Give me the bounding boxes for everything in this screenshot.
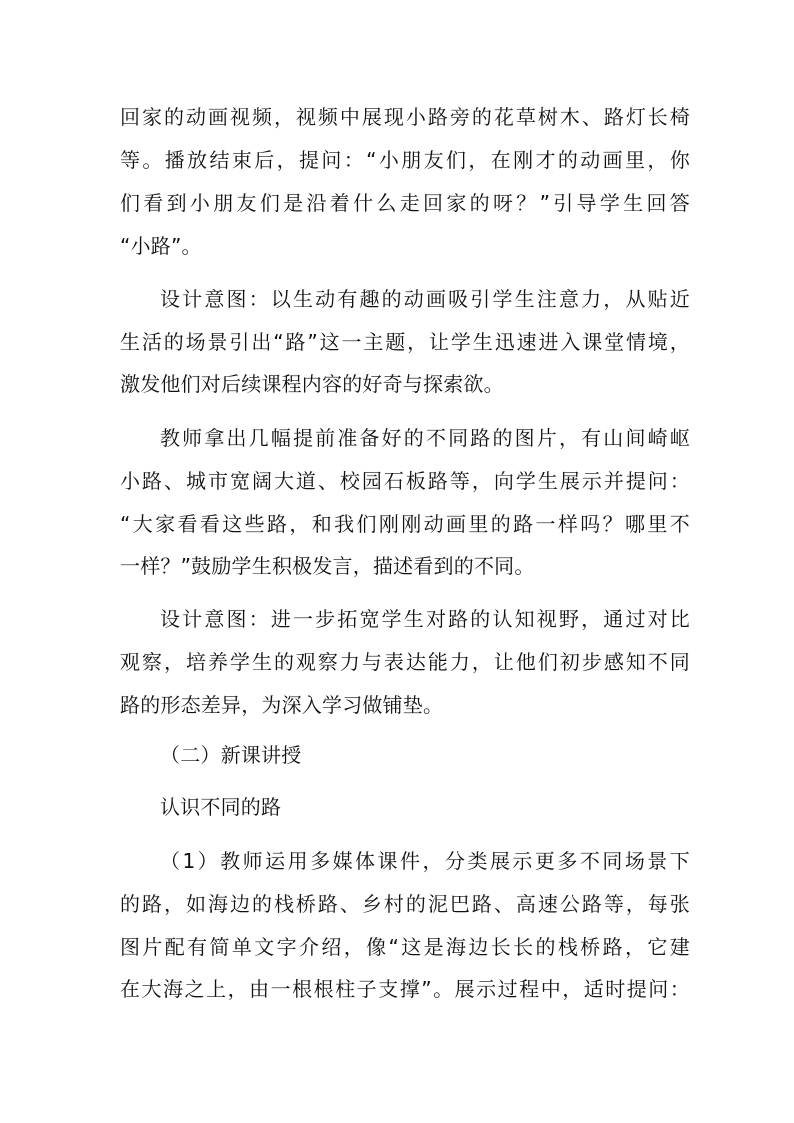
paragraph-4-line-1: 设计意图：进一步拓宽学生对路的认知视野，通过对比 [160, 607, 690, 631]
subsection-heading: 认识不同的路 [160, 795, 282, 819]
paragraph-5-line-1: （1）教师运用多媒体课件，分类展示更多不同场景下 [160, 849, 690, 873]
paragraph-5-line-3: 图片配有简单文字介绍，像“这是海边长长的栈桥路，它建 [120, 935, 690, 959]
paragraph-1-line-2: 等。播放结束后，提问：“小朋友们，在刚才的动画里，你 [120, 148, 690, 172]
paragraph-5-line-2: 的路，如海边的栈桥路、乡村的泥巴路、高速公路等，每张 [120, 892, 690, 916]
paragraph-3-line-2: 小路、城市宽阔大道、校园石板路等，向学生展示并提问： [120, 469, 690, 493]
paragraph-4-line-2: 观察，培养学生的观察力与表达能力，让他们初步感知不同 [120, 650, 690, 674]
paragraph-2-line-2: 生活的场景引出“路”这一主题，让学生迅速进入课堂情境， [120, 330, 690, 354]
paragraph-3-line-1: 教师拿出几幅提前准备好的不同路的图片，有山间崎岖 [160, 426, 690, 450]
paragraph-5-line-4: 在大海之上，由一根根柱子支撑”。展示过程中，适时提问： [120, 977, 690, 1001]
paragraph-1-line-3: 们看到小朋友们是沿着什么走回家的呀？”引导学生回答 [120, 191, 690, 215]
paragraph-4-line-3: 路的形态差异，为深入学习做铺垫。 [120, 693, 444, 717]
section-heading: （二）新课讲授 [160, 743, 302, 767]
paragraph-3-line-4: 一样？”鼓励学生积极发言，描述看到的不同。 [120, 554, 535, 578]
paragraph-3-line-3: “大家看看这些路，和我们刚刚动画里的路一样吗？哪里不 [120, 512, 690, 536]
paragraph-2-line-3: 激发他们对后续课程内容的好奇与探索欲。 [120, 372, 504, 396]
paragraph-1-line-4: “小路”。 [120, 234, 202, 258]
paragraph-1-line-1: 回家的动画视频，视频中展现小路旁的花草树木、路灯长椅 [120, 105, 690, 129]
paragraph-2-line-1: 设计意图：以生动有趣的动画吸引学生注意力，从贴近 [160, 287, 690, 311]
